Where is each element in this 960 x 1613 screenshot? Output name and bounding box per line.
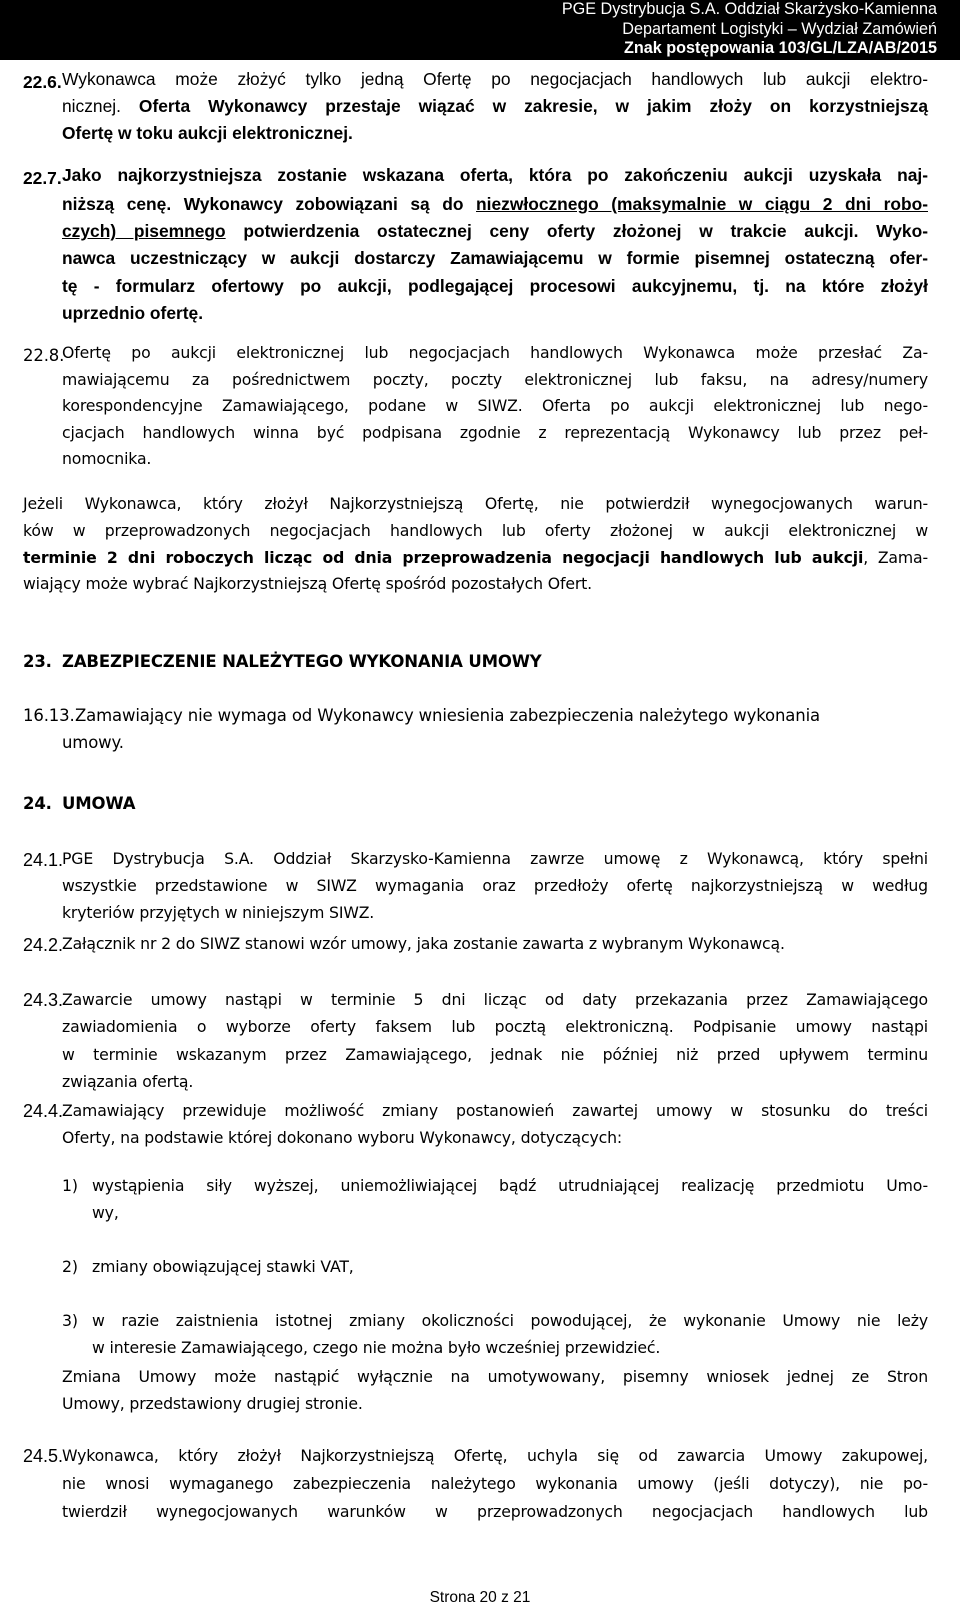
text-line: wy, [92, 1203, 119, 1222]
text-line: zmiany obowiązującej stawki VAT, [92, 1257, 354, 1276]
text-line: cjacjach handlowych winna być podpisana zgodnie z reprezentacją Wykonawcy lub przez peł- [62, 422, 928, 442]
text-line: Zamawiający przewiduje możliwość zmiany postanowień zawartej umowy w stosunku do treści [62, 1101, 928, 1120]
text-line: wiający może wybrać Najkorzystniejszą Ofertę spośród pozostałych Ofert. [23, 574, 592, 594]
text-line: korespondencyjne Zamawiającego, podane w SIWZ. Oferta po aukcji elektronicznej lub nego- [62, 396, 928, 416]
text-line: wystąpienia siły wyższej, uniemożliwiającej bądź utrudniającej realizację przedmiotu Umo- [92, 1176, 928, 1195]
section-number: 24.1. [23, 850, 64, 870]
list-number: 3) [62, 1311, 78, 1330]
text-line: wszystkie przedstawione w SIWZ wymagania oraz przedłoży ofertę najkorzystniejszą w według [62, 875, 928, 895]
section-number: 22.8. [23, 346, 65, 365]
text-line: Zamawiający nie wymaga od Wykonawcy wniesienia zabezpieczenia należytego wykonania [75, 706, 820, 725]
text-line: ków w przeprowadzonych negocjacjach handlowych lub oferty złożonej w aukcji elektronicznej w [23, 520, 928, 540]
text-line: nicznej. Oferta Wykonawcy przestaje wiązać w zakresie, w jakim złoży on korzystniejszą [62, 96, 928, 117]
section-number: 24.3. [23, 990, 64, 1010]
text-line: Umowy, przedstawiony drugiej stronie. [62, 1394, 363, 1413]
text-line: nie wnosi wymaganego zabezpieczenia należytego wykonania umowy (jeśli dotyczy), nie po- [62, 1474, 928, 1493]
section-number: 24.5. [23, 1446, 64, 1466]
section-title: UMOWA [62, 794, 136, 813]
section-number: 23. [23, 652, 52, 671]
text-line: związania ofertą. [62, 1072, 194, 1092]
text-line: Wykonawca, który złożył Najkorzystniejszą Ofertę, uchyla się od zawarcia Umowy zakupowej, [62, 1446, 928, 1465]
text-line: Ofertę w toku aukcji elektronicznej. [62, 123, 353, 144]
text-line: terminie 2 dni roboczych licząc od dnia przeprowadzenia negocjacji handlowych lub aukcji, Zama- [23, 547, 928, 567]
text-line: Wykonawca może złożyć tylko jedną Ofertę po negocjacjach handlowych lub aukcji elektro- [62, 69, 928, 89]
text-line: tę - formularz ofertowy po aukcji, podlegającej procesowi aukcyjnemu, tj. na które złożył [62, 275, 928, 296]
text-line: Jako najkorzystniejsza zostanie wskazana oferta, która po zakończeniu aukcji uzyskała naj- [62, 165, 928, 185]
text-line: Oferty, na podstawie której dokonano wyboru Wykonawcy, dotyczących: [62, 1128, 623, 1148]
text-line: PGE Dystrybucja S.A. Oddział Skarzysko-Kamienna zawrze umowę z Wykonawcą, który spełni [62, 849, 928, 868]
text-line: mawiającemu za pośrednictwem poczty, poczty elektronicznej lub faksu, na adresy/numery [62, 369, 928, 389]
page-header [0, 0, 960, 60]
text-line: niższą cenę. Wykonawcy zobowiązani są do niezwłocznego (maksymalnie w ciągu 2 dni robo- [62, 194, 928, 214]
section-number: 22.6. [23, 72, 62, 92]
section-title: ZABEZPIECZENIE NALEŻYTEGO WYKONANIA UMOWY [62, 652, 542, 671]
text-line: w razie zaistnienia istotnej zmiany okoliczności powodującej, że wykonanie Umowy nie leży [92, 1311, 928, 1330]
text-line: Jeżeli Wykonawca, który złożył Najkorzystniejszą Ofertę, nie potwierdził wynegocjowanych warun- [23, 494, 928, 513]
text-line: Załącznik nr 2 do SIWZ stanowi wzór umowy, jaka zostanie zawarta z wybranym Wykonawcą. [62, 934, 785, 953]
section-number: 16.13. [23, 706, 75, 725]
text-line: umowy. [62, 733, 124, 752]
section-number: 24. [23, 794, 52, 813]
text-line: Ofertę po aukcji elektronicznej lub negocjacjach handlowych Wykonawca może przesłać Za- [62, 343, 928, 362]
text-line: nomocnika. [62, 449, 152, 469]
list-number: 2) [62, 1257, 78, 1276]
text-line: uprzednio ofertę. [62, 302, 204, 323]
header-reference: Znak postępowania 103/GL/LZA/AB/2015 [623, 39, 937, 57]
text-line: kryteriów przyjętych w niniejszym SIWZ. [62, 902, 375, 922]
section-number: 24.2. [23, 935, 64, 955]
header-company: PGE Dystrybucja S.A. Oddział Skarżysko-Kamienna [561, 0, 937, 18]
section-number: 22.7. [23, 168, 62, 188]
text-line: zawiadomienia o wyborze oferty faksem lub pocztą elektroniczną. Podpisanie umowy nastąpi [62, 1017, 928, 1037]
text-line: w interesie Zamawiającego, czego nie można było wcześniej przewidzieć. [92, 1338, 661, 1357]
text-line: czych) pisemnego potwierdzenia ostatecznej ceny oferty złożonej w trakcie aukcji. Wyko- [62, 221, 928, 242]
list-number: 1) [62, 1176, 78, 1195]
text-line: Zmiana Umowy może nastąpić wyłącznie na umotywowany, pisemny wniosek jednej ze Stron [62, 1367, 928, 1386]
text-line: Zawarcie umowy nastąpi w terminie 5 dni licząc od daty przekazania przez Zamawiającego [62, 990, 928, 1009]
text-line: w terminie wskazanym przez Zamawiającego, jednak nie później niż przed upływem terminu [62, 1044, 928, 1064]
page-number: Strona 20 z 21 [429, 1589, 531, 1606]
header-department: Departament Logistyki – Wydział Zamówień [622, 19, 937, 38]
section-number: 24.4. [23, 1101, 64, 1121]
text-line: twierdził wynegocjowanych warunków w przeprowadzonych negocjacjach handlowych lub [62, 1502, 928, 1521]
text-line: nawca uczestniczący w aukcji dostarczy Zamawiającemu w formie pisemnej ostateczną ofer- [62, 248, 928, 269]
